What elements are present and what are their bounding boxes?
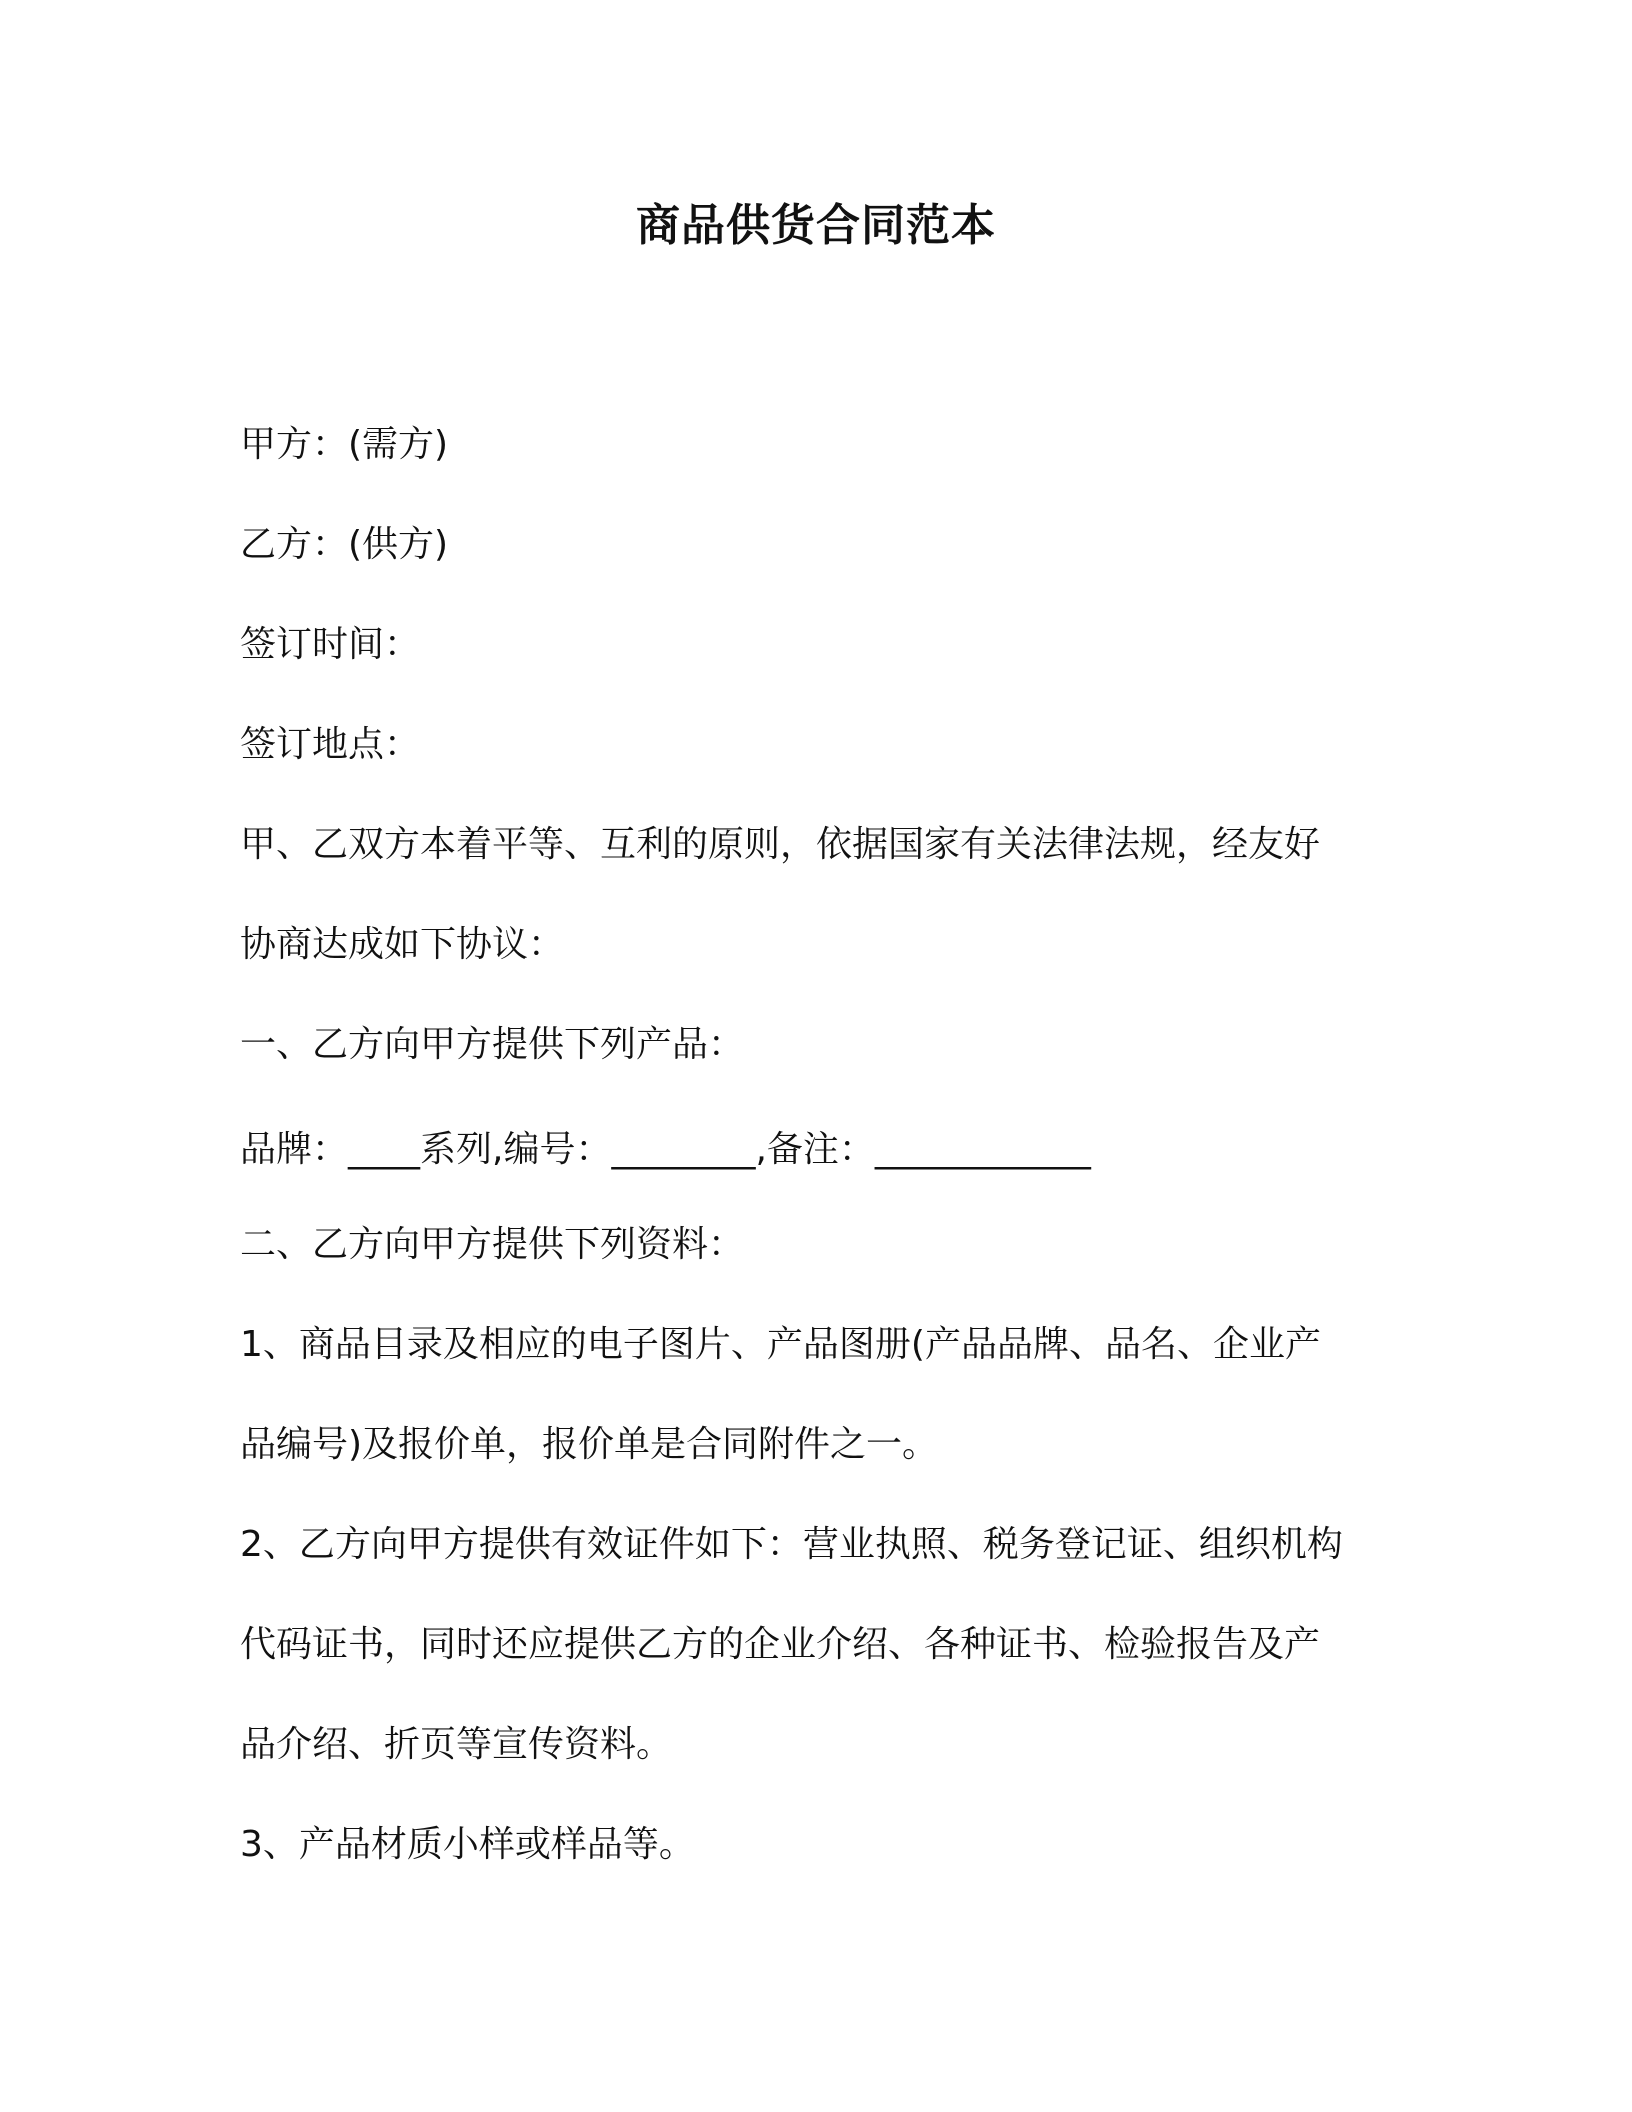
party-a-line: 甲方：(需方): [240, 424, 449, 465]
section-2-heading: 二、乙方向甲方提供下列资料：: [240, 1224, 745, 1265]
signing-time-line: 签订时间：: [240, 624, 421, 665]
preamble-line-2: 协商达成如下协议：: [240, 924, 565, 965]
item-2-line-3: 品介绍、折页等宣传资料。: [240, 1724, 673, 1765]
document-title: 商品供货合同范本: [636, 200, 996, 251]
item-1-line-2: 品编号)及报价单，报价单是合同附件之一。: [240, 1424, 939, 1465]
signing-place-line: 签订地点：: [240, 724, 421, 765]
section-1-heading: 一、乙方向甲方提供下列产品：: [240, 1024, 745, 1065]
party-b-line: 乙方：(供方): [240, 524, 449, 565]
item-2-line-1: 2、乙方向甲方提供有效证件如下：营业执照、税务登记证、组织机构: [240, 1524, 1343, 1565]
item-1-line-1: 1、商品目录及相应的电子图片、产品图册(产品品牌、品名、企业产: [240, 1324, 1321, 1365]
brand-fill-line: 品牌：____系列,编号：________,备注：____________: [240, 1129, 1091, 1170]
preamble-line-1: 甲、乙双方本着平等、互利的原则，依据国家有关法律法规，经友好: [240, 824, 1321, 865]
item-3-line: 3、产品材质小样或样品等。: [240, 1824, 695, 1865]
item-2-line-2: 代码证书，同时还应提供乙方的企业介绍、各种证书、检验报告及产: [240, 1624, 1321, 1665]
